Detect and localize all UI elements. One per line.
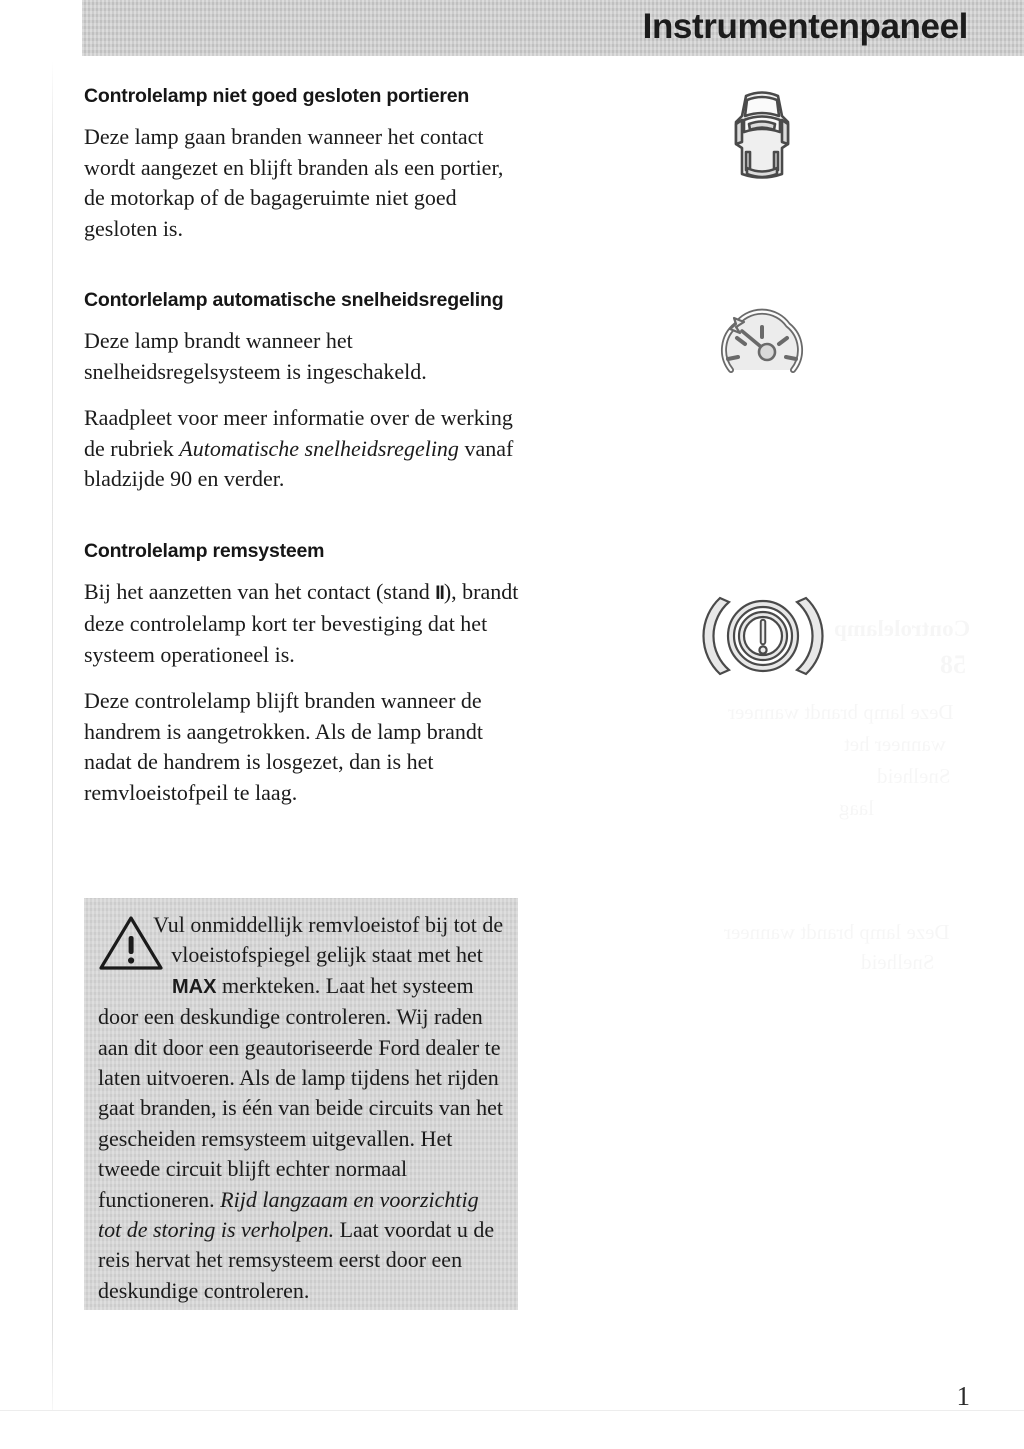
para-2-2-lead: Raadpleet voor meer informatie over de werking de rubriek [84, 405, 513, 461]
cruise-chapter-reference: Automatische snelheidsregeling [179, 435, 459, 461]
section-paragraph-3-1 [84, 577, 524, 671]
section-heading-2: Contorlelamp automatische snelheidsregeling [84, 289, 504, 311]
warning-text-tail: Laat voordat u de reis hervat het remsysteem eerst door een deskundige controleren. [98, 1217, 495, 1303]
para-2-2-tail: vanaf bladzijde [84, 435, 514, 491]
bleed-through-text-4 [844, 732, 946, 757]
section-door-ajar [84, 84, 524, 244]
bleed-through-text-6 [839, 796, 874, 821]
speedometer-cruise-control-icon [714, 305, 810, 377]
header-band [82, 0, 1024, 56]
section-paragraph-2-1: Deze lamp brandt wanneer het snelheidsregelsysteem is ingeschakeld. [84, 328, 427, 384]
bleed-through-text-5 [877, 764, 951, 789]
bleed-through-text-1 [834, 616, 970, 642]
warning-box [84, 898, 518, 1310]
warning-text-before-max: Vul onmiddellijk remvloeistof bij tot de vloeistofspiegel gelijk staat met het [153, 912, 504, 968]
para-3-1-tail: ), brandt deze controlelamp kort ter bevestiging dat het systeem operationeel is. [84, 578, 519, 667]
page-number: 1 [956, 1383, 970, 1405]
section-heading-1: Controlelamp niet goed gesloten portieren [84, 85, 470, 107]
section-paragraph-1-1: Deze lamp gaan branden wanneer het contact wordt aangezet en blijft branden als een portier, de motorkap of de bagageruimte niet goed gesloten is. [84, 124, 504, 241]
brake-system-warning-icon [702, 596, 824, 676]
bleed-through-text-2 [940, 650, 966, 680]
bleed-through-text-3 [728, 700, 954, 725]
max-marker-label: MAX [172, 975, 217, 998]
section-paragraph-3-2: Deze controlelamp blijft branden wanneer de handrem is aangetrokken. Als de lamp brandt nadat de handrem is losgezet, dan is het remvloeistofpeil te laag. [84, 688, 483, 805]
section-paragraph-2-2 [84, 403, 524, 495]
page-reference-number: 90 [170, 466, 193, 491]
bleed-through-text-8 [861, 950, 935, 975]
section-brake-system [84, 539, 524, 809]
section-heading-3: Controlelamp remsysteem [84, 539, 325, 562]
para-2-2-end: en verder. [192, 466, 285, 491]
ignition-position-label: II [435, 582, 444, 604]
section-cruise-control [84, 288, 524, 495]
bleed-through-text-7 [724, 920, 950, 945]
para-3-1-lead: Bij het aanzetten van het contact (stand [84, 578, 436, 604]
warning-text-after-max: merkteken. Laat het systeem door een deskundige controleren. Wij raden aan dit door een geautoriseerde Ford dealer te laten uitvoeren. Als de lamp tijdens het rijden gaat branden, is één van beide circuits van het gescheiden remsysteem uitgevallen. Het tweede circuit blijft echter normaal functioneren. [98, 972, 504, 1212]
page-gutter-line [52, 0, 53, 1449]
content-column [84, 84, 524, 852]
page-title: Instrumentenpaneel [642, 7, 968, 46]
car-doors-ajar-icon [716, 86, 808, 186]
warning-italic-instruction: Rijd langzaam en voorzichtig tot de storing is verholpen. [98, 1186, 479, 1243]
page-bottom-edge [0, 1410, 1024, 1449]
